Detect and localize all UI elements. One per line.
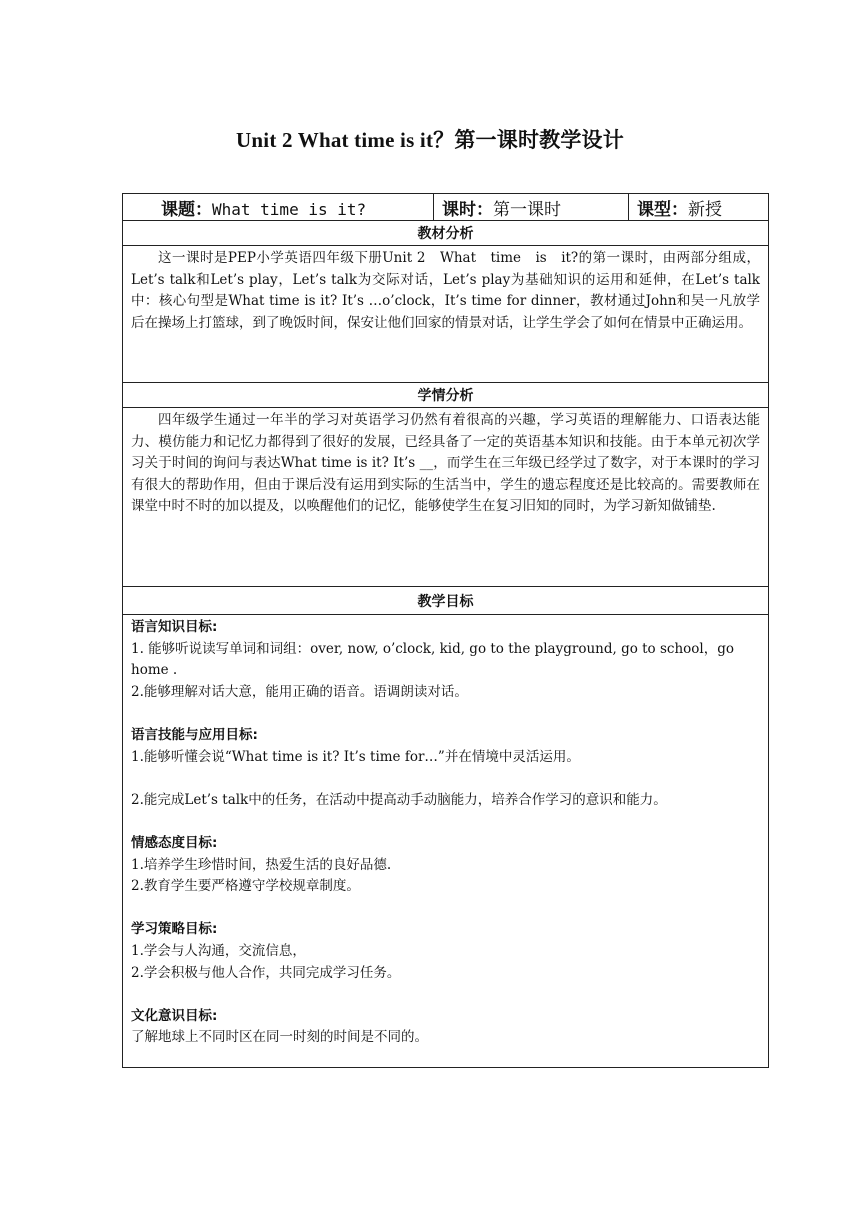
strategy-goals-heading: 学习策略目标: xyxy=(131,921,218,938)
material-heading-row xyxy=(123,221,769,246)
students-heading: 学情分析 xyxy=(123,383,769,408)
topic-label: 课题： xyxy=(161,199,212,220)
type-label: 课型： xyxy=(637,199,688,220)
lesson-plan-table xyxy=(122,193,769,1068)
knowledge-goals-heading: 语言知识目标: xyxy=(131,619,218,635)
skills-goals-heading: 语言技能与应用目标: xyxy=(131,726,258,743)
topic-cell xyxy=(123,194,434,221)
knowledge-goal-item: 1. 能够听说读写单词和词组：over, now, o’clock, kid, go to the playground, go to school，go home . xyxy=(131,640,735,679)
attitude-goal-item: 2.教育学生要严格遵守学校规章制度。 xyxy=(131,878,360,895)
document-title: Unit 2 What time is it？第一课时教学设计 xyxy=(236,128,624,152)
attitude-goal-item: 1.培养学生珍惜时间，热爱生活的良好品德. xyxy=(131,856,392,873)
strategy-goal-item: 2.学会积极与他人合作，共同完成学习任务。 xyxy=(131,964,401,981)
material-heading: 教材分析 xyxy=(123,221,769,246)
culture-goal-item: 了解地球上不同时区在同一时刻的时间是不同的。 xyxy=(131,1029,428,1046)
topic-value: What time is it? xyxy=(212,199,367,219)
goals-body xyxy=(123,615,769,1068)
goals-body-row xyxy=(123,615,769,1068)
header-row xyxy=(123,194,769,221)
period-cell xyxy=(434,194,629,221)
knowledge-goal-item: 2.能够理解对话大意，能用正确的语音。语调朗读对话。 xyxy=(131,683,468,700)
skills-goal-item: 2.能完成Let’s talk中的任务，在活动中提高动手动脑能力，培养合作学习的意识和能力。 xyxy=(131,791,667,808)
students-heading-row xyxy=(123,383,769,408)
material-text: 这一课时是PEP小学英语四年级下册Unit 2 What time is it?的第一课时，由两部分组成，Let’s talk和Let’s play，Let’s talk为交际对话，Let’s play为基础知识的运用和延伸，在Let’s talk中：核心句型是What time is it? It’s …o’clock，It’s time for dinner，教材通过John和吴一凡放学后在操场上打篮球，到了晚饭时间，保安让他们回家的情景对话，让学生学会了如何在情景中正确运用。 xyxy=(123,246,769,383)
attitude-goals-heading: 情感态度目标: xyxy=(131,834,218,851)
goals-heading: 教学目标 xyxy=(123,587,769,615)
students-body-row xyxy=(123,408,769,587)
culture-goals-heading: 文化意识目标: xyxy=(131,1007,218,1024)
material-body-row xyxy=(123,246,769,383)
students-text: 四年级学生通过一年半的学习对英语学习仍然有着很高的兴趣，学习英语的理解能力、口语表达能力、模仿能力和记忆力都得到了很好的发展，已经具备了一定的英语基本知识和技能。由于本单元初次学习关于时间的询问与表达What time is it? It’s __，而学生在三年级已经学过了数字，对于本课时的学习有很大的帮助作用，但由于课后没有运用到实际的生活当中，学生的遗忘程度还是比较高的。需要教师在课堂中时不时的加以提及，以唤醒他们的记忆，能够使学生在复习旧知的同时，为学习新知做铺垫. xyxy=(123,408,769,587)
skills-goal-item: 1.能够听懂会说“What time is it? It’s time for…”并在情境中灵活运用。 xyxy=(131,748,580,765)
period-value: 第一课时 xyxy=(493,199,561,220)
period-label: 课时： xyxy=(442,199,493,220)
type-cell xyxy=(629,194,769,221)
type-value: 新授 xyxy=(688,199,722,220)
goals-heading-row xyxy=(123,587,769,615)
strategy-goal-item: 1.学会与人沟通，交流信息， xyxy=(131,942,306,959)
